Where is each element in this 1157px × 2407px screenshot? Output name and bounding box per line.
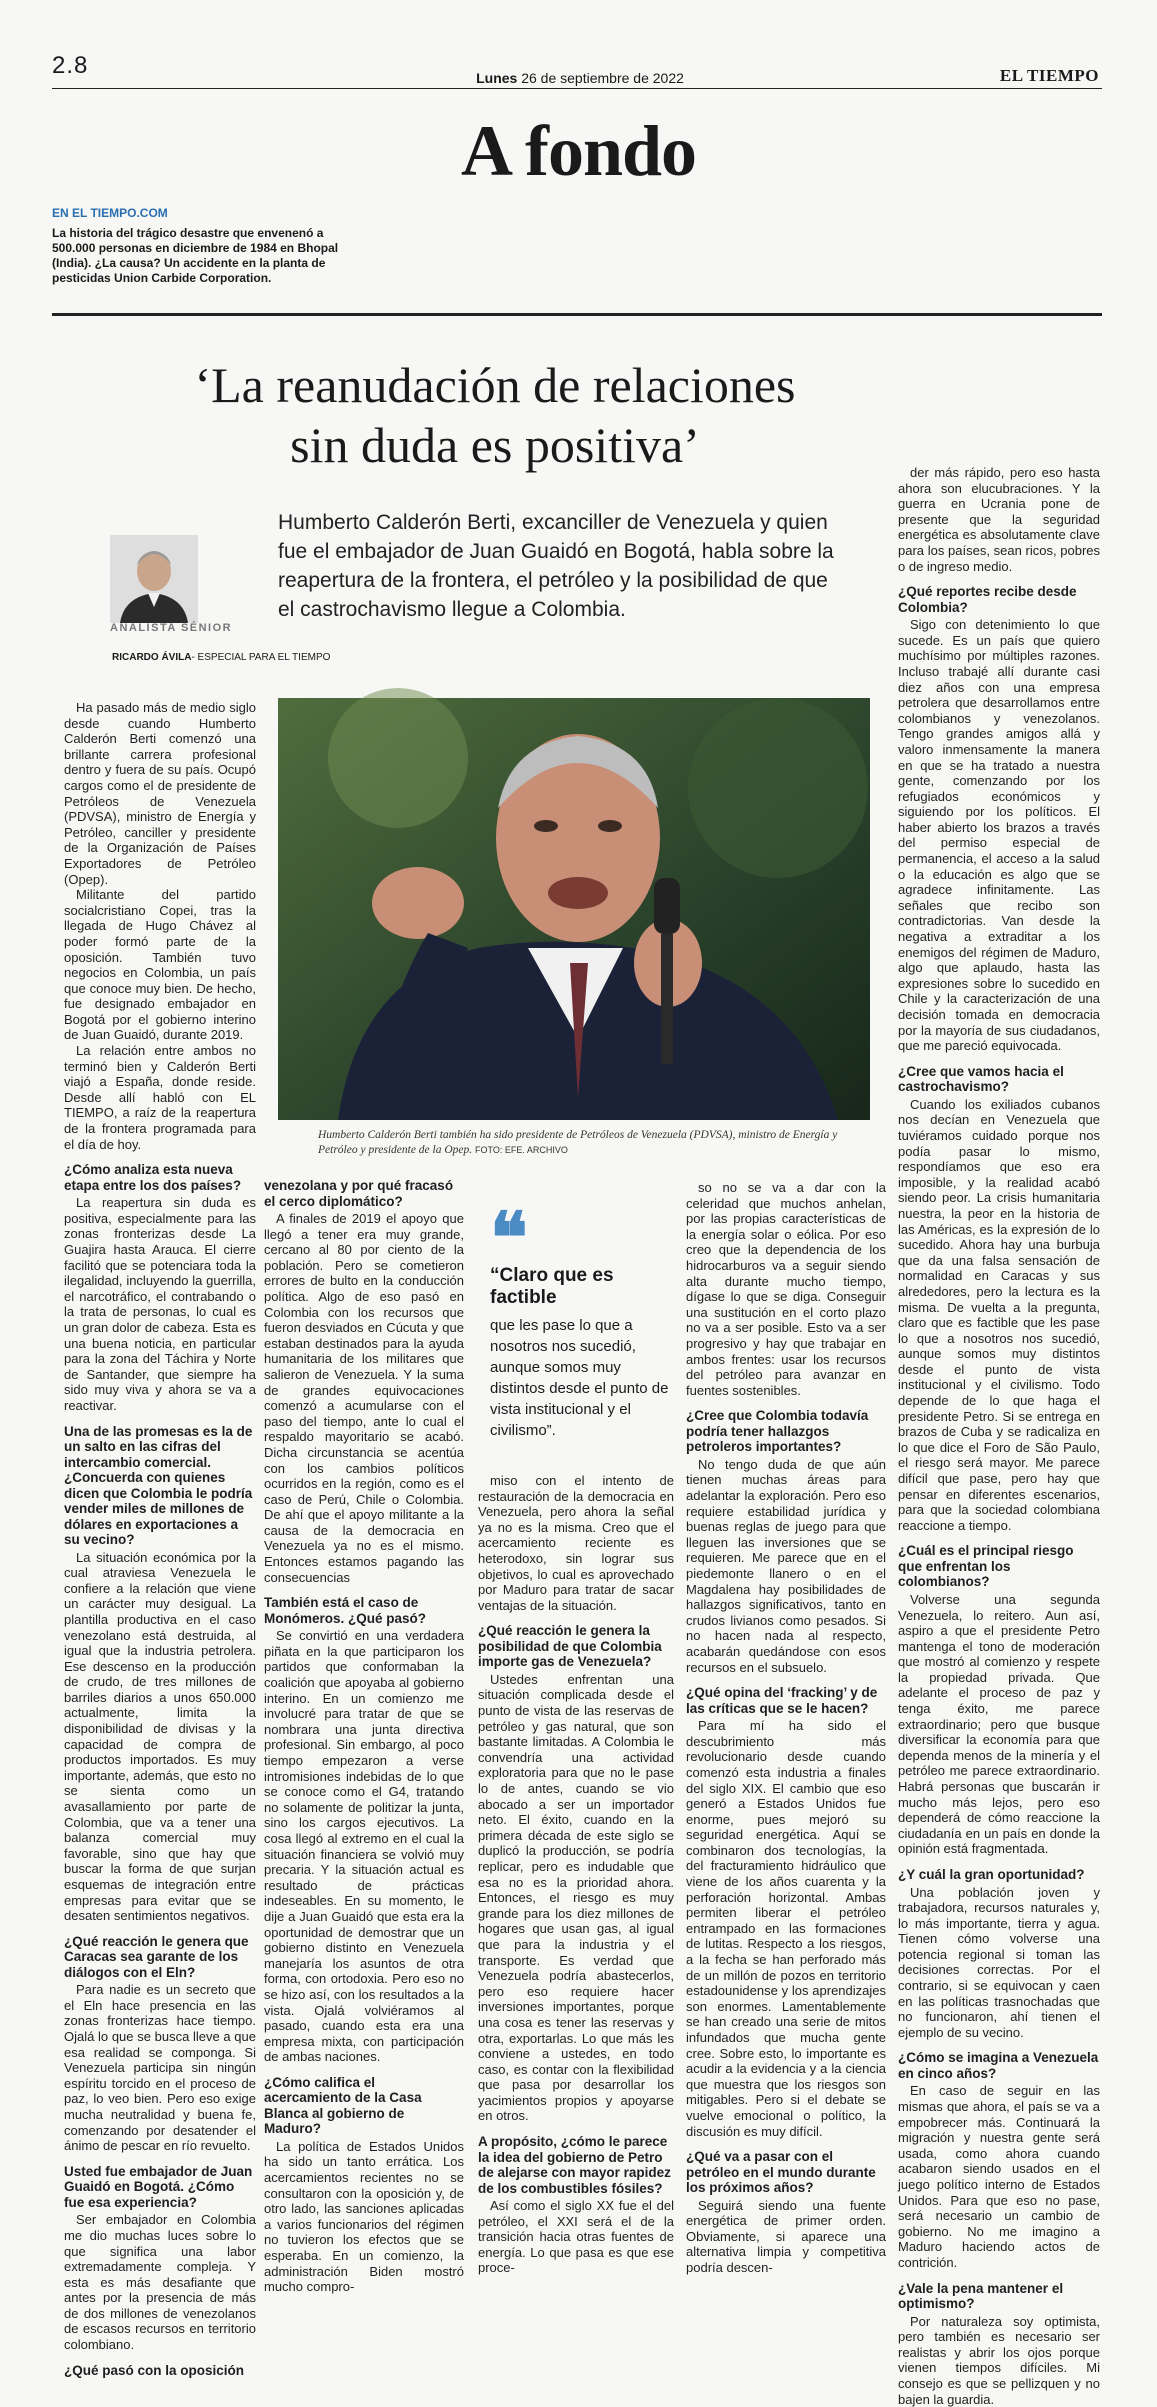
question: venezolana y por qué fracasó el cerco diplomático? [264, 1178, 454, 1209]
question: ¿Cómo analiza esta nueva etapa entre los dos países? [64, 1162, 242, 1193]
question: ¿Cree que vamos hacia el castrochavismo? [898, 1063, 1064, 1095]
question: ¿Qué opina del ‘fracking’ y de las críticas que se le hacen? [686, 1685, 878, 1716]
answer: Volverse una segunda Venezuela, lo reitero. Aun así, aspiro a que el presidente Petro mantenga el tono de moderación que mostró al comienzo y respete la propiedad privada. Que adelante el proceso de paz y tenga éxito, me parece extraordinario; pero que busque diversificar la economía para que dependa menos de la minería y el petróleo me parece extraordinario. Habrá personas que buscarán ir mucho más lejos, pero eso dependerá de cómo reaccione la ciudadanía en un país en donde la opinión está fragmentada. [898, 1591, 1100, 1857]
author-portrait-icon [110, 535, 198, 623]
answer: La reapertura sin duda es positiva, especialmente para las zonas fronterizas desde La Guajira hasta Arauca. El cierre facilitó que se potenciara toda la ilegalidad, incluyendo la guerrilla, el narcotráfico, el contrabando o la trata de personas, lo cual es un gran dolor de cabeza. Esta es una buena noticia, en particular para la zona del Táchira y Norte de Santander, que siempre ha sido muy viva y ahora se va a reactivar. [64, 1195, 256, 1413]
answer: Por naturaleza soy optimista, pero también es necesario ser realistas y abrir los ojos porque vienen tiempos difíciles. Mi consejo es que se pellizquen y no bajen la guardia. [898, 2313, 1100, 2407]
question: ¿Qué reacción le genera que Caracas sea garante de los diálogos con el Eln? [64, 1933, 249, 1980]
headline-line-1: ‘La reanudación de relaciones [194, 357, 796, 413]
question: ¿Y cuál la gran oportunidad? [898, 1867, 1085, 1882]
answer: Se convirtió en una verdadera piñata en la que participaron los partidos que conformaban la coalición que apoyaba al gobierno interino. En un comienzo me involucré para tratar de que se nombrara una junta directiva profesional. Sin embargo, al poco tiempo empezaron a verse intromisiones indebidas de lo que se conoce como el G4, tratando no solamente de politizar la junta, sino los cargos ejecutivos. La cosa llegó al extremo en el cual la situación financiera se volvió muy precaria. Y la situación actual es resultado de prácticas indeseables. En su momento, le dije a Juan Guaidó que esta era la oportunidad de demostrar que un gobierno distinto en Venezuela manejaría los asuntos de otra forma, con ortodoxia. Pero eso no se hizo así, con los resultados a la vista. Ojalá volviéramos al pasado, cuando esta era una empresa mixta, con participación de ambas naciones. [264, 1628, 464, 2065]
answer: Cuando los exiliados cubanos nos decían en Venezuela que tuviéramos cuidado porque nos podía pasar lo mismo, respondíamos que eso era imposible, y la realidad acabó siendo peor. La crisis humanitaria nuestra, la peor en la historia de las Américas, es la expresión de lo sucedido. Ahora hay una burbuja que da una falsa sensación de normalidad en Caracas y sus alrededores, pero la lectura es la misma. De vuelta a la pregunta, claro que es factible que les pase lo que a nosotros nos sucedió, aunque somos muy distintos desde el punto de vista institucional y el civilismo. Todo depende de lo que haga el presidente Petro. Si se entrega en brazos de Cuba y se radicaliza en lo que dice el Foro de São Paulo, el riesgo será mayor. Me parece difícil que pase, pero hay que pensar en diferentes escenarios, para que la sociedad colombiana reaccione a tiempo. [898, 1096, 1100, 1533]
column-2 [264, 1178, 464, 2295]
page-number: 2.8 [52, 52, 89, 79]
quote-mark-icon: ❝ [490, 1201, 528, 1278]
column-3 [478, 1473, 674, 2276]
answer: Para nadie es un secreto que el Eln hace presencia en las zonas fronterizas hace tiempo. Ojalá lo que se busca lleve a que esa realidad se componga. Si Venezuela participa sin ningún espíritu torcido en el proceso de paz, lo veo bien. Pero eso exige mucha neutralidad y buena fe, comenzando por desatender el ánimo de pescar en río revuelto. [64, 1982, 256, 2154]
answer: Para mí ha sido el descubrimiento más revolucionario desde cuando comenzó esta industria a finales del siglo XIX. El cambio que eso generó a Estados Unidos fue enorme, pues mejoró su seguridad energética. Aquí se combinaron dos tecnologías, la del fracturamiento hidráulico que viene de los años cuarenta y la perforación horizontal. Ambas permiten liberar el petróleo entrampado en las formaciones de lutitas. Respecto a los riesgos, a la fecha se han perforado más de un millón de pozos en territorio estadounidense y los aprendizajes son enormes. Lamentablemente se han creado una serie de mitos infundados que mucha gente cree. Sobre esto, lo importante es acudir a la evidencia y a la ciencia que muestra que los riesgos son mitigables. Pero si el debate se vuelve emocional o político, la discusión es muy difícil. [686, 1718, 886, 2139]
question: ¿Qué pasó con la oposición [64, 2362, 245, 2378]
newspaper-brand: EL TIEMPO [999, 66, 1099, 85]
answer: Sigo con detenimiento lo que sucede. Es un país que quiero muchísimo por múltiples razones. Incluso trabajé allí durante casi diez años con una empresa petrolera que desarrollamos entre colombianos y venezolanos. Tengo grandes amigos allá y valoro inmensamente la manera en que se ha tratado a nuestra gente, comenzando por los refugiados económicos y siguiendo por los políticos. El haber abierto los brazos a través del permiso especial de permanencia, el acceso a la salud o la educación es algo que se agradece infinitamente. Las señales que recibo son contradictorias. Van desde la negativa a extraditar a los enemigos del régimen de Maduro, algo que aplaudo, hasta las expresiones sobre lo sucedido en Chile y la caracterización de una decisión tomada en democracia por la mayoría de sus ciudadanos, que me pareció equivocada. [898, 617, 1100, 1054]
question: ¿Cuál es el principal riesgo que enfrentan los colombianos? [898, 1543, 1074, 1590]
headline-line-2: sin duda es positiva’ [290, 417, 700, 473]
issue-day: Lunes [476, 70, 518, 86]
question: A propósito, ¿cómo le parece la idea del gobierno de Petro de alejarse con mayor rapidez de los combustibles fósiles? [478, 2134, 671, 2196]
section-title: A fondo [460, 111, 697, 191]
quote-rest: que les pase lo que a nosotros nos sucedió, aunque somos muy distintos desde el punto de vista institucional y el civilismo”. [490, 1317, 669, 1439]
question: ¿Qué reportes recibe desde Colombia? [898, 584, 1077, 615]
article-photo [278, 698, 870, 1120]
answer-continued: der más rápido, pero eso hasta ahora son elucubraciones. Y la guerra en Ucrania pone de presente que la seguridad energética es absolutamente clave para los países, sean ricos, pobres o de ingreso medio. [898, 465, 1100, 574]
pull-quote [490, 1201, 670, 1441]
answer: Así como el siglo XX fue el del petróleo, el XXI será el de la transición hacia otras fuentes de energía. Lo que pasa es que ese proce- [478, 2198, 674, 2276]
photo-caption [318, 1128, 858, 1158]
question: ¿Vale la pena mantener el optimismo? [898, 2280, 1064, 2312]
article-deck: Humberto Calderón Berti, excanciller de Venezuela y quien fue el embajador de Juan Guaidó en Bogotá, habla sobre la reapertura de la frontera, el petróleo y la posibilidad de que el castrochavismo llegue a Colombia. [278, 511, 834, 621]
answer: No tengo duda de que aún tienen muchas áreas para adelantar la exploración. Pero eso requiere estabilidad jurídica y buenas reglas de juego para que lleguen las inversiones que se requieren. Me parece que en el piedemonte llanero o en el Magdalena hay posibilidades de hallazgos significativos, tanto en crudos livianos como pesados. Si no hacen nada al respecto, acabarán quedándose con esos recursos en el subsuelo. [686, 1456, 886, 1675]
answer: Ustedes enfrentan una situación complicada desde el punto de vista de las reservas de petróleo y gas natural, que son bastante limitadas. A Colombia le convendría una actividad exploratoria para que no le pase lo de antes, cuando se vio abocado a ser un importador neto. El éxito, cuando en la primera década de este siglo se duplicó la producción, se podría replicar, pero es indudable que esa no es la prioridad ahora. Entonces, el riesgo es muy grande para los diez millones de hogares que usan gas, al igual que para la industria y el transporte. Es verdad que Venezuela podría abastecerlos, pero eso requiere hacer inversiones importantes, porque una cosa es tener las reservas y otra, exportarlas. Lo que más les conviene a ustedes, en todo caso, es contar con la flexibilidad que pasa por desarrollar los yacimientos propios y apoyarse en otros. [478, 1671, 674, 2124]
question: ¿Qué va a pasar con el petróleo en el mundo durante los próximos años? [686, 2149, 876, 2196]
byline [112, 652, 330, 663]
question: ¿Cómo califica el acercamiento de la Casa Blanca al gobierno de Maduro? [264, 2074, 422, 2137]
author-role: ANALISTA SÉNIOR [110, 622, 233, 634]
column-1 [64, 700, 256, 2378]
caption-text: Humberto Calderón Berti también ha sido presidente de Petróleos de Venezuela (PDVSA), ministro de Energía y Petróleo y presidente de la Opep. [318, 1129, 838, 1156]
question: Usted fue embajador de Juan Guaidó en Bogotá. ¿Cómo fue esa experiencia? [64, 2163, 253, 2210]
photo-credit: FOTO: EFE. ARCHIVO [475, 1145, 568, 1155]
answer: Seguirá siendo una fuente energética de primer orden. Obviamente, si aparece una alternativa limpia y competitiva podría descen- [686, 2197, 886, 2276]
interviewee-photo-icon [278, 698, 870, 1120]
quote-lead: “Claro que es factible [490, 1265, 614, 1308]
answer: En caso de seguir en las mismas que ahora, el país se va a empobrecer más. Continuará la migración y nuestra gente será usada, como ahora cuando acabaron siendo usados en el juego político interno de Estados Unidos. Para que eso no pase, será necesario un cambio de gobierno. No me imagino a Maduro haciendo actos de contrición. [898, 2083, 1100, 2270]
byline-name: RICARDO ÁVILA [112, 652, 192, 663]
byline-rest: - ESPECIAL PARA EL TIEMPO [191, 652, 331, 663]
answer: A finales de 2019 el apoyo que llegó a tener era muy grande, cercano al 80 por ciento de la población. Pero se cometieron errores de bulto en la conducción política. Algo de eso pasó en Colombia con los recursos que fueron desviados en Cúcuta y que estaban destinados para la ayuda humanitaria de los militares que salieron de Venezuela. Y la suma de grandes equivocaciones comenzó a acumularse con el paso del tiempo, ante lo cual el respaldo mayoritario se acabó. Dicha circunstancia se acentúa con los cambios políticos ocurridos en la región, como es el caso de Perú, Chile o Colombia. De ahí que el apoyo militante a la causa de la democracia en Venezuela ya no es el mismo. Entonces estamos pagando las consecuencias [264, 1211, 464, 1585]
issue-date-rest: 26 de septiembre de 2022 [521, 70, 684, 86]
header-rule [52, 88, 1102, 89]
question: ¿Cree que Colombia todavía podría tener hallazgos petroleros importantes? [686, 1408, 869, 1455]
answer: La situación económica por la cual atraviesa Venezuela le confiere a la relación que viene un carácter muy desigual. La plantilla productiva en el caso venezolano está destruida, al igual que la industria petrolera. Ese descenso en la producción de crudo, de tres millones de barriles diarios a unos 650.000 actualmente, limita la disponibilidad de divisas y la capacidad de compra de productos importados. Es muy importante, además, que esto no se sienta como un avasallamiento por parte de Colombia, que va a tener una balanza comercial muy favorable, sino que hay que buscar la forma de que surjan esquemas de integración entre empresas para evitar que se desaten sentimientos negativos. [64, 1549, 256, 1924]
intro-paragraph-3: La relación entre ambos no terminó bien y Calderón Berti viajó a España, donde reside. Desde allí habló con EL TIEMPO, a raíz de la reapertura de la frontera programada para el día de hoy. [64, 1043, 256, 1152]
answer-continued: so no se va a dar con la celeridad que muchos anhelan, por las propias características de la energía solar o eólica. Por eso creo que la dependencia de los hidrocarburos va a seguir siendo alta durante mucho tiempo, dígase lo que se diga. Conseguir una sustitución en el corto plazo no va a ser posible. Esto va a ser progresivo y hay que trabajar en ambos frentes: usar los recursos del petróleo para avanzar en fuentes sostenibles. [686, 1180, 886, 1398]
intro-paragraph-1: Ha pasado más de medio siglo desde cuando Humberto Calderón Berti comenzó una brillante carrera profesional dentro y fuera de su país. Ocupó cargos como el de presidente de Petróleos de Venezuela (PDVSA), ministro de Energía y Petróleo, canciller y presidente de la Organización de Países Exportadores de Petróleo (Opep). [64, 700, 256, 887]
question: También está el caso de Monómeros. ¿Qué pasó? [264, 1595, 427, 1626]
intro-paragraph-2: Militante del partido socialcristiano Copei, tras la llegada de Hugo Chávez al poder formó parte de la oposición. También tuvo negocios en Colombia, un país que conoce muy bien. De hecho, fue designado embajador en Bogotá por el gobierno interino de Juan Guaidó, durante 2019. [64, 887, 256, 1043]
author-avatar [110, 535, 198, 623]
column-5 [898, 465, 1100, 2407]
answer-continued: miso con el intento de restauración de la democracia en Venezuela, pero ahora la señal ya no es la misma. Creo que el acercamiento reciente es heterodoxo, sin lograr sus objetivos, lo cual es aprovechado por Maduro para tratar de sacar ventajas de la situación. [478, 1473, 674, 1613]
question: Una de las promesas es la de un salto en las cifras del intercambio comercial. ¿Concuerda con quienes dicen que Colombia le podría vender miles de millones de dólares en exportaciones a su vecino? [64, 1423, 253, 1548]
section-rule [52, 313, 1102, 316]
column-4 [686, 1180, 886, 2276]
answer: Una población joven y trabajadora, recursos naturales y, lo más importante, tierra y agua. Tienen cómo volverse una potencia regional si toman las decisiones correctas. Por el contrario, si se equivocan y caen en las políticas trasnochadas que no funcionaron, ahí tienen el ejemplo de su vecino. [898, 1884, 1100, 2040]
question: ¿Cómo se imagina a Venezuela en cinco años? [898, 2050, 1099, 2081]
answer: La política de Estados Unidos ha sido un tanto errática. Los acercamientos recientes no se consultaron con la oposición y, de otro lado, las sanciones aplicadas a varios funcionarios del régimen no tuvieron los efectos que se esperaba. En un comienzo, la administración Biden mostró mucho compro- [264, 2138, 464, 2295]
answer: Ser embajador en Colombia me dio muchas luces sobre lo que significa una labor extremadamente compleja. Y esta es más desafiante que antes por la presencia de más de dos millones de venezolanos de escasos recursos en territorio colombiano. [64, 2212, 256, 2353]
promo-text: La historia del trágico desastre que envenenó a 500.000 personas en diciembre de 1984 en Bhopal (India). ¿La causa? Un accidente en la planta de pesticidas Union Carbide Corporation. [52, 226, 339, 285]
promo-label[interactable]: EN EL TIEMPO.COM [52, 206, 168, 220]
issue-date [430, 70, 730, 86]
question: ¿Qué reacción le genera la posibilidad de que Colombia importe gas de Venezuela? [478, 1623, 662, 1670]
headline [90, 355, 900, 475]
